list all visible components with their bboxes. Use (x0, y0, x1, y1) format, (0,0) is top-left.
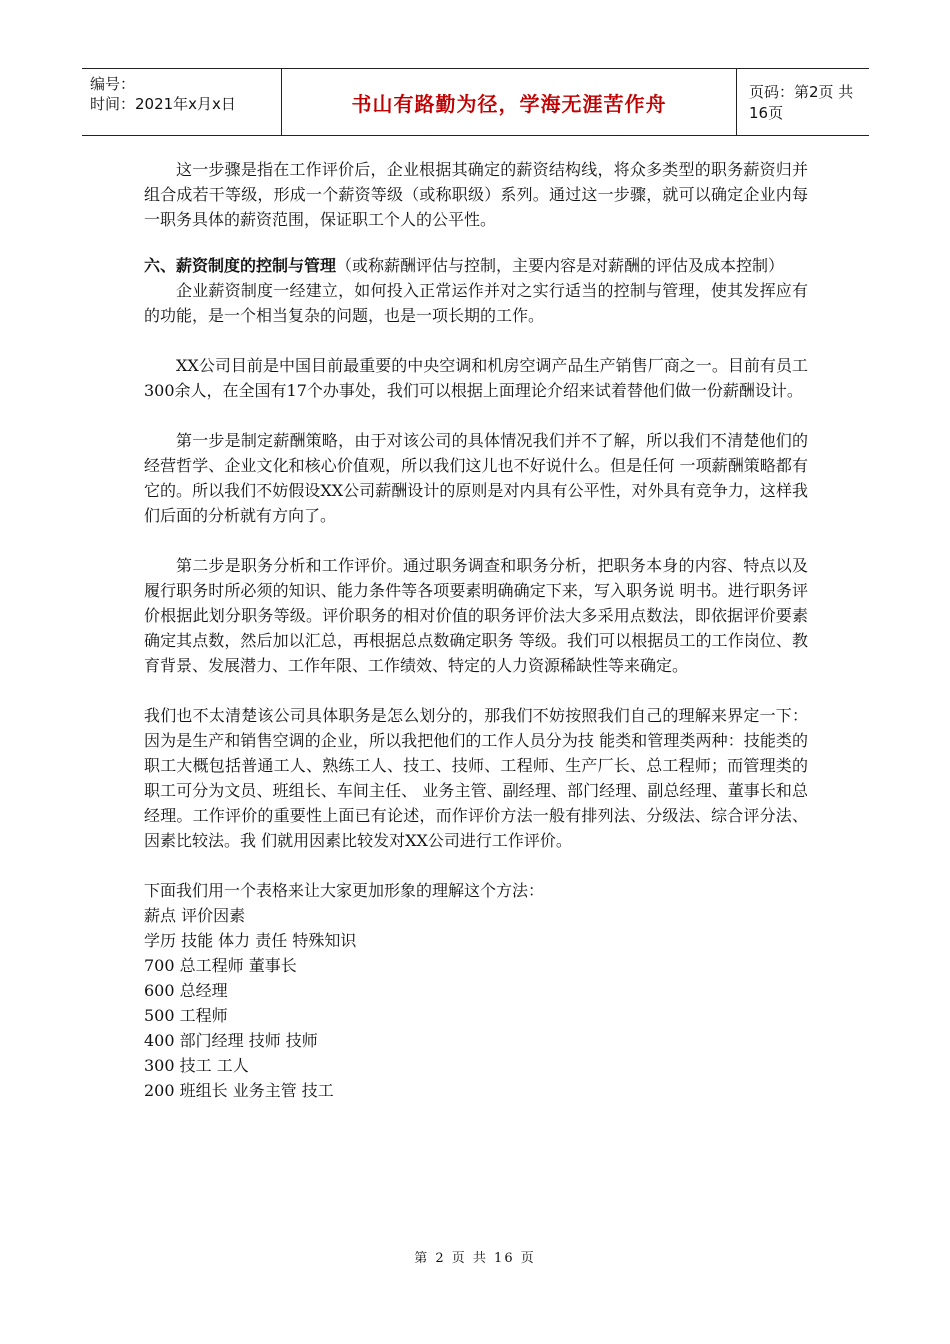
header-page-info: 页码：第2页 共16页 (749, 83, 854, 122)
table-row: 500 工程师 (144, 1006, 228, 1025)
table-row: 薪点 评价因素 (144, 906, 246, 925)
document-date: 时间：2021年x月x日 (90, 95, 236, 113)
paragraph: 下面我们用一个表格来让大家更加形象的理解这个方法： (144, 881, 545, 900)
header-motto-cell (282, 69, 737, 135)
table-row: 200 班组长 业务主管 技工 (144, 1081, 334, 1100)
document-body (144, 157, 808, 1103)
section-note: （或称薪酬评估与控制，主要内容是对薪酬的评估及成本控制） (336, 256, 785, 275)
paragraph: 企业薪资制度一经建立，如何投入正常运作并对之实行适当的控制与管理，使其发挥应有的功能，是一个相当复杂的问题，也是一项长期的工作。 (144, 281, 808, 325)
paragraph: 第一步是制定薪酬策略，由于对该公司的具体情况我们并不了解，所以我们不清楚他们的经营哲学、企业文化和核心价值观，所以我们这儿也不好说什么。但是任何 一项薪酬策略都有它的。所以我们不妨假设XX公司薪酬设计的原则是对内具有公平性，对外具有竞争力，这样我们后面的分析就有方向了。 (144, 431, 808, 525)
page-footer: 第 2 页 共 16 页 (414, 1251, 536, 1266)
section-title: 六、薪资制度的控制与管理 (144, 256, 337, 275)
document-number-label: 编号： (90, 75, 136, 93)
table-row: 300 技工 工人 (144, 1056, 249, 1075)
header-motto: 书山有路勤为径，学海无涯苦作舟 (351, 91, 667, 116)
header-table (82, 68, 869, 136)
paragraph: 我们也不太清楚该公司具体职务是怎么划分的，那我们不妨按照我们自己的理解来界定一下：因为是生产和销售空调的企业，所以我把他们的工作人员分为技 能类和管理类两种：技能类的职工大概包括普通工人、熟练工人、技工、技师、工程师、生产厂长、总工程师；而管理类的职工可分为文员、班组长、车间主任、 业务主管、副经理、部门经理、副总经理、董事长和总经理。工作评价的重要性上面已有论述，而作评价方法一般有排列法、分级法、综合评分法、因素比较法。我 们就用因素比较发对XX公司进行工作评价。 (144, 706, 808, 850)
paragraph: XX公司目前是中国目前最重要的中央空调和机房空调产品生产销售厂商之一。目前有员工300余人，在全国有17个办事处，我们可以根据上面理论介绍来试着替他们做一份薪酬设计。 (144, 356, 808, 400)
points-table (144, 903, 808, 1103)
paragraph: 这一步骤是指在工作评价后，企业根据其确定的薪资结构线，将众多类型的职务薪资归并组合成若干等级，形成一个薪资等级（或称职级）系列。通过这一步骤，就可以确定企业内每一职务具体的薪资范围，保证职工个人的公平性。 (144, 160, 808, 229)
table-row: 400 部门经理 技师 技师 (144, 1031, 318, 1050)
table-row: 600 总经理 (144, 981, 228, 1000)
table-row: 700 总工程师 董事长 (144, 956, 297, 975)
header-meta-cell (82, 69, 282, 135)
paragraph: 第二步是职务分析和工作评价。通过职务调查和职务分析，把职务本身的内容、特点以及履行职务时所必须的知识、能力条件等各项要素明确确定下来，写入职务说 明书。进行职务评价根据此划分职务等级。评价职务的相对价值的职务评价法大多采用点数法，即依据评价要素确定其点数，然后加以汇总，再根据总点数确定职务 等级。我们可以根据员工的工作岗位、教育背景、发展潜力、工作年限、工作绩效、特定的人力资源稀缺性等来确定。 (144, 556, 808, 675)
table-row: 学历 技能 体力 责任 特殊知识 (144, 931, 357, 950)
section-heading (144, 253, 808, 278)
